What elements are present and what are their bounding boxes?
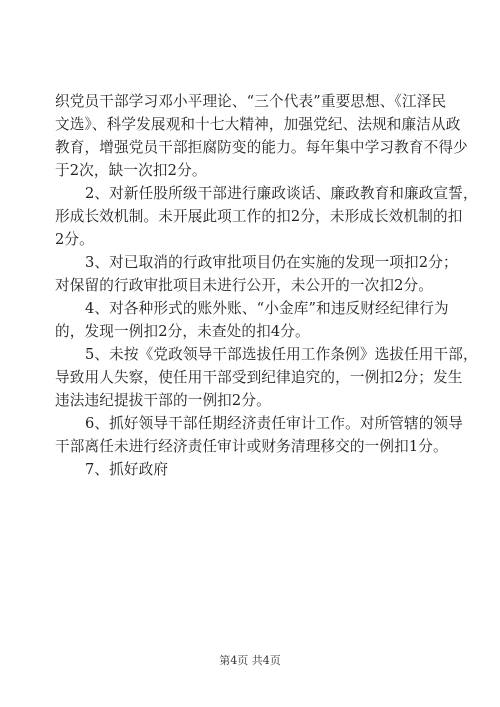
item-2-line: 2、对新任股所级干部进行廉政谈话、廉政教育和廉政宣誓， — [85, 185, 478, 202]
body-line: 的，发现一例扣2分，未查处的扣4分。 — [55, 323, 310, 340]
body-line: 导致用人失察，使任用干部受到纪律追究的，一例扣2分；发生 — [55, 369, 463, 386]
body-line: 2分。 — [55, 231, 94, 248]
item-5-line: 5、未按《党政领导干部选拔任用工作条例》选拔任用干部， — [85, 346, 478, 363]
body-line: 于2次，缺一次扣2分。 — [55, 162, 207, 179]
item-7-line: 7、抓好政府 — [85, 461, 169, 478]
body-line: 文选》、科学发展观和十七大精神，加强党纪、法规和廉洁从政 — [55, 116, 461, 133]
body-line: 干部离任未进行经济责任审计或财务清理移交的一例扣1分。 — [55, 438, 448, 455]
item-4-line: 4、对各种形式的账外账、“小金库”和违反财经纪律行为 — [85, 300, 449, 317]
item-3-line: 3、对已取消的行政审批项目仍在实施的发现一项扣2分； — [85, 254, 458, 271]
body-line: 对保留的行政审批项目未进行公开，未公开的一次扣2分。 — [55, 277, 434, 294]
document-body — [55, 90, 478, 481]
body-line: 织党员干部学习邓小平理论、“三个代表”重要思想、《江泽民 — [55, 93, 447, 110]
item-6-line: 6、抓好领导干部任期经济责任审计工作。对所管辖的领导 — [85, 415, 464, 432]
body-line: 形成长效机制。未开展此项工作的扣2分，未形成长效机制的扣 — [55, 208, 463, 225]
body-line: 教育，增强党员干部拒腐防变的能力。每年集中学习教育不得少 — [55, 139, 468, 156]
page-number-footer: 第4页 共4页 — [219, 654, 281, 667]
body-line: 违法违纪提拔干部的一例扣2分。 — [55, 392, 271, 409]
